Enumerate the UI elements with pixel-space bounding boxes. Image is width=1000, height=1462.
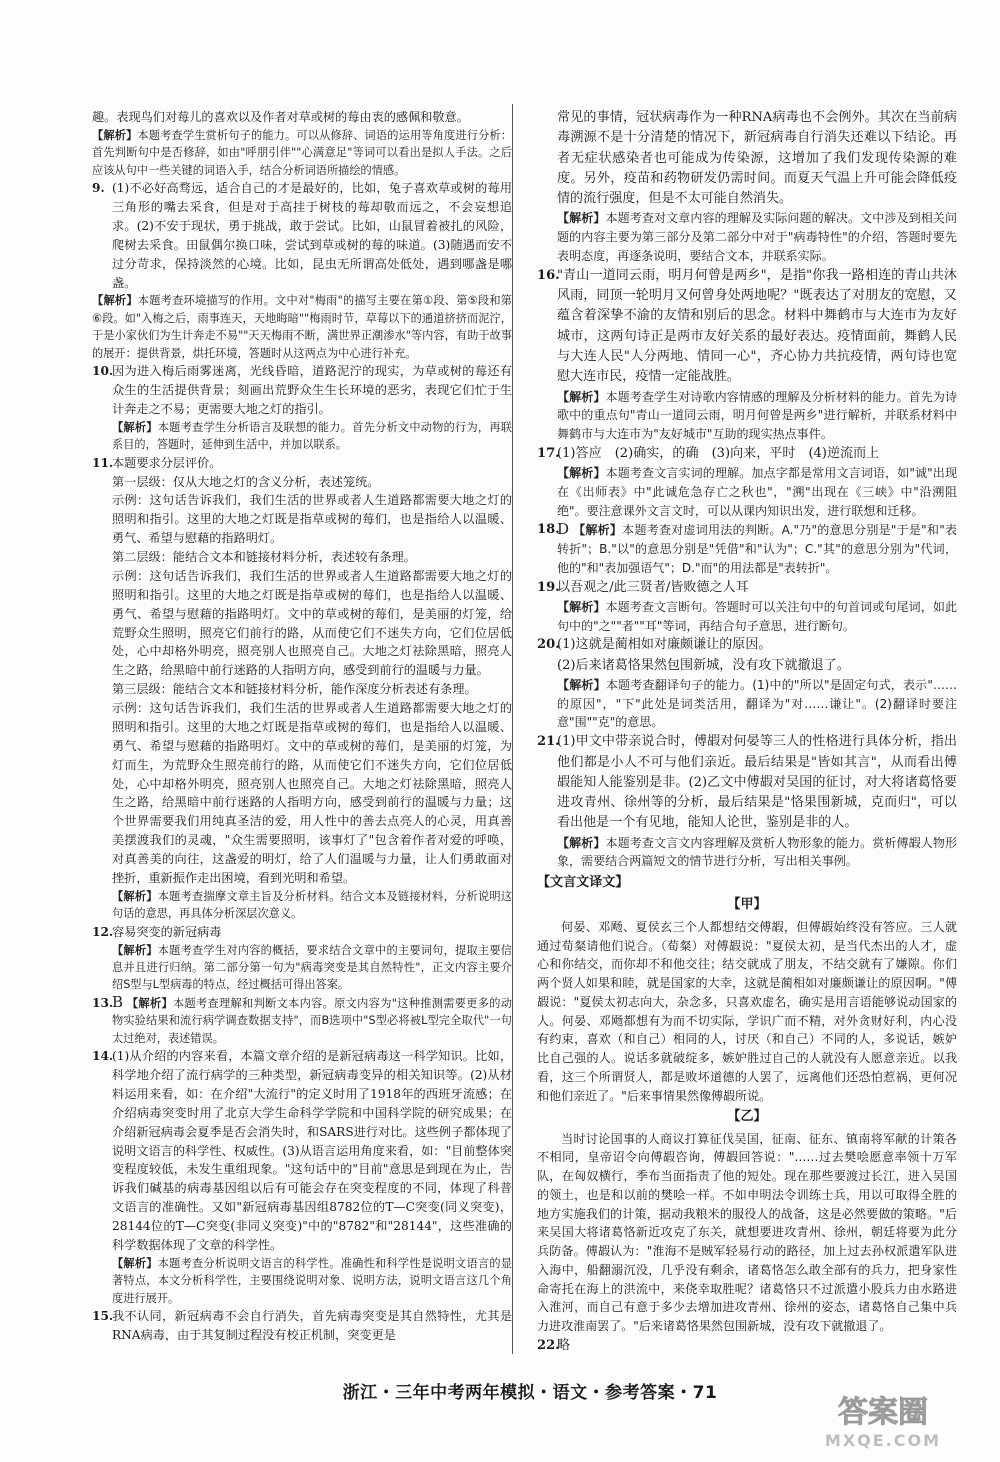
analysis-16: 【解析】本题考查学生对诗歌内容情感的理解及分析材料的能力。首先为诗歌中的重点句"青山一道同云雨，明月何曾是两乡"进行解析，并联系材料中舞鹤市与大连市为"友好城市"互助的现实热点事件。 bbox=[557, 389, 957, 442]
answer-14: 14. (1)从介绍的内容来看，本篇文章介绍的是新冠病毒这一科学知识。比如，科学地介绍了流行病学的三种类型，新冠病毒变异的相关知识等。(2)从材料运用来看，如：在介绍"大流行"的定义时用了1918年的西班牙流感；在介绍病毒突变时用了北京大学生命科学学院和中国科学院的研究成果；在介绍新冠病毒会夏季是否会消失时，和SARS进行对比。这些例子都体现了说明文语言的科学性、权威性。(3)从语言运用角度来看，如："目前整体突变程度较低，未发生重组现象。"这句话中的"目前"意思是到现在为止，告诉我们碱基的病毒基因组以后有可能会存在突变程度的不同，体现了科普文语言的准确性。又如"新冠病毒基因组8782位的T—C突变(同义突变)，28144位的T—C突变(非同义突变)"中的"8782"和"28144"，这些准确的科学数据体现了文章的科学性。 bbox=[92, 1049, 512, 1252]
analysis-21: 【解析】本题考查文言文内容理解及赏析人物形象的能力。赏析傅嘏人物形象，需要结合两篇短文的情节进行分析，写出相关事例。 bbox=[557, 835, 957, 869]
answer-15-continued: 常见的事情，冠状病毒作为一种RNA病毒也不会例外。其次在当前病毒溯源不是十分清楚的情况下，新冠病毒自行消失还难以下结论。再者无症状感染者也可能成为传染源，这增加了我们发现传染源的难度。另外，疫苗和药物研发仍需时间。而夏天气温上升可能会降低疫情的流行强度，但是不太可能自然消失。 bbox=[557, 110, 957, 207]
translation-jia-text: 何晏、邓飏、夏侯玄三个人都想结交傅嘏，但傅嘏始终没有答应。三人就通过荀粲请他们说合。（荀粲）对傅嘏说："夏侯太初，是当代杰出的人才，虚心和你结交，而你却不和他交往；结交就成了朋友，不结交就有了嫌隙。你们两个贤人如果和睦，就是国家的大幸，这就是蔺相如对廉颇谦让的原因啊。"傅嘏说："夏侯太初志向大，杂念多，只喜欢虚名，确实是用言语能够说动国家的人。何晏、邓飏都想有为而不切实际，学识广而不精，对外贪财好利，内心没有约束，喜欢（和自己）相同的人，讨厌（和自己）不同的人，多说话，嫉妒比自己强的人。说话多就破绽多，嫉妒胜过自己的人就没有人愿意亲近。以我看，这三个所谓贤人，都是败坏道德的人罢了，远离他们还恐怕惹祸，更何况和他们亲近了。"后来事情果然像傅嘏所说。 bbox=[537, 919, 957, 1103]
column-divider bbox=[512, 104, 513, 1354]
analysis-11: 【解析】本题考查揣摩文章主旨及分析材料。结合文本及链接材料，分析说明这句话的意思，再具体分析深层次意义。 bbox=[112, 889, 512, 921]
answer-11-level3-example: 示例：这句话告诉我们，我们生活的世界或者人生道路都需要大地之灯的照明和指引。这里的大地之灯既是指草或树的莓们，也是指给人以温暖、勇气、希望与慰藉的指路明灯。文中的草或树的莓们，是美丽的灯笼，为灯而生，为荒野众生照亮前行的路，从而使它们不迷失方向，它们位居低处，心中却格外明亮，照亮别人也照亮自己。大地之灯祛除黑暗，照亮人生之路，给黑暗中前行迷路的人指明方向，感受到前行的温暖与力量；这个世界需要我们用纯真圣洁的爱，用人性中的善去点亮人的心灵，用真善美摆渡我们的灵魂，"众生需要照明，该事灯了"包含着作者对爱的呼唤，对真善美的向往，这盏爱的明灯，给了人们温暖与力量，让人们勇敢面对挫折，重新振作走出困境，看到光明和希望。 bbox=[112, 701, 512, 885]
answer-13: 13. B 【解析】本题考查理解和判断文本内容。原文内容为"这种推测需要更多的动物实验结果和流行病学调查数据支持"，而B选项中"S型必将被L型完全取代"一句太过绝对，表述错误。 bbox=[92, 992, 512, 1045]
answer-19: 19. 以吾观之/此三贤者/皆败德之人耳 bbox=[537, 579, 749, 595]
watermark-logo bbox=[808, 1390, 958, 1452]
page-footer: 浙江・三年中考两年模拟・语文・参考答案・71 bbox=[342, 1383, 718, 1403]
analysis-17: 【解析】本题考查文言实词的理解。加点字都是常用文言词语，如"诚"出现在《出师表》中"此诚危急存亡之秋也"，"溯"出现在《三峡》中"沿溯阻绝"。要注意课外文言文时，可以从课内知识出发，进行联想和迁移。 bbox=[557, 466, 957, 518]
analysis-10: 【解析】本题考查学生分析语言及联想的能力。首先分析文中动物的行为，再联系目的，答题时，延伸到生活中，并加以联系。 bbox=[112, 420, 512, 452]
answer-20-part2: (2)后来诸葛恪果然包围新城，没有攻下就撤退了。 bbox=[557, 657, 850, 673]
translation-jia-title: 【甲】 bbox=[727, 897, 767, 913]
translation-section-title: 【文言文译文】 bbox=[537, 875, 629, 891]
analysis-intro: 【解析】本题考查学生赏析句子的能力。可以从修辞、词语的运用等角度进行分析：首先判断句中是否修辞，如由"呼朋引伴""心满意足"等词可以看出是拟人手法。之后应该从句中一些关键的词语入手，结合分析词语所描绘的情感。 bbox=[92, 128, 512, 177]
answer-11-level1-example: 示例：这句话告诉我们，我们生活的世界或者人生道路都需要大地之灯的照明和指引。这里的大地之灯既是指草或树的莓们，也是指给人以温暖、勇气、希望与慰藉的指路明灯。 bbox=[112, 493, 512, 546]
translation-yi-title: 【乙】 bbox=[727, 1109, 767, 1125]
right-column bbox=[537, 108, 957, 1356]
svg-text:答案圈: 答案圈 bbox=[838, 1395, 928, 1430]
answer-21: 21. (1)甲文中带亲说合时，傅嘏对何晏等三人的性格进行具体分析，指出他们都是小人不可与他们亲近。最后结果是"皆如其言"，从而看出傅嘏能知人能鉴别是非。(2)乙文中傅嘏对吴国的征讨，对大将诸葛恪要进攻青州、徐州等的分析，最后结果是"恪果围新城，克而归"，可以看出他是一个有见地，能知人论世，鉴别是非的人。 bbox=[537, 734, 957, 831]
analysis-20: 【解析】本题考查翻译句子的能力。(1)中的"所以"是固定句式，表示"……的原因"，"下"此处是词类活用，翻译为"对……谦让"。(2)翻译时要注意"围""克"的意思。 bbox=[557, 677, 957, 730]
analysis-15: 【解析】本题考查对文章内容的理解及实际问题的解决。文中涉及到相关问题的内容主要为第三部分及第二部分中对于"病毒特性"的介绍，答题时要先表明态度，再逐条说明，要结合文本，并联系实际。 bbox=[557, 211, 957, 263]
answer-10: 10. 因为进入梅后雨雾迷离，光线昏暗，道路泥泞的现实，为草或树的莓还有众生的生活提供背景；刻画出荒野众生生长环境的恶劣，表现它们忙于生计奔走之不易；更需要大地之灯的指引。 bbox=[92, 364, 512, 416]
answer-16: 16. "青山一道同云雨，明月何曾是两乡"，是指"你我一路相连的青山共沐风雨，同顶一轮明月又何曾身处两地呢？"既表达了对朋友的宽慰，又蕴含着深挚不渝的友情和别后的思念。材料中舞鹤市与大连市为友好城市，这两句诗正是两市友好关系的最好表达。疫情面前，舞鹤人民与大连人民"人分两地、情同一心"，齐心协力共抗疫情，两句诗也宽慰大连市民，疫情一定能战胜。 bbox=[537, 267, 957, 385]
answer-15: 15. 我不认同，新冠病毒不会自行消失，首先病毒突变是其自然特性，尤其是RNA病毒，由于其复制过程没有校正机制，突变更是 bbox=[92, 1309, 512, 1342]
answer-20: 20. (1)这就是蔺相如对廉颇谦让的原因。 bbox=[537, 637, 772, 653]
answer-22: 22. 略 bbox=[537, 1337, 571, 1353]
intro-text: 趣。表现鸟们对莓儿的喜欢以及作者对草或树的莓由衷的感佩和敬意。 bbox=[92, 110, 469, 124]
left-column bbox=[92, 108, 512, 1345]
answer-11-level3: 第三层级：能结合文本和链接材料分析，能作深度分析表述有条理。 bbox=[112, 682, 477, 697]
answer-17: 17. (1)答应 (2)确实，的确 (3)向来，平时 (4)逆流而上 bbox=[537, 445, 880, 461]
answer-9: 9. (1)不必好高骛远，适合自己的才是最好的，比如，兔子喜欢草或树的莓用三角形的嘴去采食，但是对于高挂于树枝的莓却敬而远之，不会妄想追求。(2)不安于现状，勇于挑战，敢于尝试。比如，山鼠冒着被扎的风险，爬树去采食。田鼠偶尔换口味，尝试到草或树的莓的味道。(3)随遇而安不过分苛求，保持淡然的心境。比如，昆虫无所谓高处低处，遇到哪盏是哪盏。 bbox=[92, 181, 512, 290]
analysis-14: 【解析】本题考查分析说明文语言的科学性。准确性和科学性是说明文语言的显著特点，本文分析科学性，主要围绕说明对象、说明方法，说明文语言这几个角度进行展开。 bbox=[112, 1256, 512, 1305]
answer-18: 18. D 【解析】本题考查对虚词用法的判断。A."乃"的意思分别是"于是"和"表转折"；B."以"的意思分别是"凭借"和"认为"；C."其"的意思分别为"代词，他的"和"表加强语气"；D."而"的用法都是"表转折"。 bbox=[537, 520, 957, 575]
answer-11-level2-example: 示例：这句话告诉我们，我们生活的世界或者人生道路都需要大地之灯的照明和指引。这里的大地之灯既是指草或树的莓们，也是指给人以温暖、勇气、希望与慰藉的指路明灯。文中的草或树的莓们，是美丽的灯笼，给荒野众生照明，照亮它们前行的路，从而使它们不迷失方向，它们位居低处，心中却格外明亮，照亮别人也照亮自己。大地之灯祛除黑暗，照亮人生之路，给黑暗中前行迷路的人指明方向，感受到前行的温暖与力量。 bbox=[112, 568, 512, 678]
analysis-12: 【解析】本题考查学生对内容的概括，要求结合文章中的主要词句，提取主要信息并且进行归纳。第二部分第一句为"病毒突变是其自然特性"，正文内容主要介绍S型与L型病毒的特点，经过概括可得出答案。 bbox=[112, 943, 512, 992]
svg-text:MXQE.COM: MXQE.COM bbox=[824, 1431, 942, 1450]
answer-11-level1: 第一层级：仅从大地之灯的含义分析，表述笼统。 bbox=[112, 474, 380, 489]
analysis-19: 【解析】本题考查文言断句。答题时可以关注句中的句首词或句尾词，如此句中的"之""者""耳"等词，再结合句子意思，进行断句。 bbox=[557, 599, 957, 633]
translation-yi-text: 当时讨论国事的人商议打算征伐吴国，征南、征东、镇南将军献的计策各不相同，皇帝诏令向傅嘏咨询，傅嘏回答说："……过去樊哙愿意率领十万军队，在匈奴横行，季布当面指责了他的短处。现在那些要渡过长江，进入吴国的领土，也是和以前的樊哙一样。不如申明法令训练士兵，用以可取得全胜的地方实施我们的计策，据动我粮米的服役人的战备，这是必然要做的策略。"后来吴国大将诸葛恪新近攻克了东关，就想要进攻青州、徐州，朝廷将要为此分兵防备。傅嘏认为："淮海不是贼军轻易行动的路径，加上过去孙权派遣军队进入海中，船翻溺沉没，几乎没有剩余，诸葛恪怎么敢全部有的兵力，把身家性命寄托在海上的洪流中，来侥幸取胜呢？诸葛恪只不过派遣小股兵力由水路进入淮河，而自己有意于多少去增加进攻青州、徐州的姿态，诸葛恪自己集中兵力进攻淮南罢了。"后来诸葛恪果然包围新城，没有攻下就撤退了。 bbox=[537, 1131, 957, 1334]
answer-12: 12. 容易突变的新冠病毒 bbox=[92, 924, 222, 939]
answer-11-level2: 第二层级：能结合文本和链接材料分析，表述较有条理。 bbox=[112, 550, 416, 565]
answer-11: 11. 本题要求分层评价。 bbox=[92, 455, 222, 470]
analysis-9: 【解析】本题考查环境描写的作用。文中对"梅雨"的描写主要在第①段、第⑤段和第⑥段。如"入梅之后，雨事连天，天地晦暗""梅雨时节，草莓以下的通道挤挤而泥泞，于是小家伙们为生计奔走不易""天天梅雨不断，满世界正潮渗水"等内容，有助于故事的展开：提供背景，烘托环境，答题时从这两点为中心进行补充。 bbox=[92, 294, 512, 360]
